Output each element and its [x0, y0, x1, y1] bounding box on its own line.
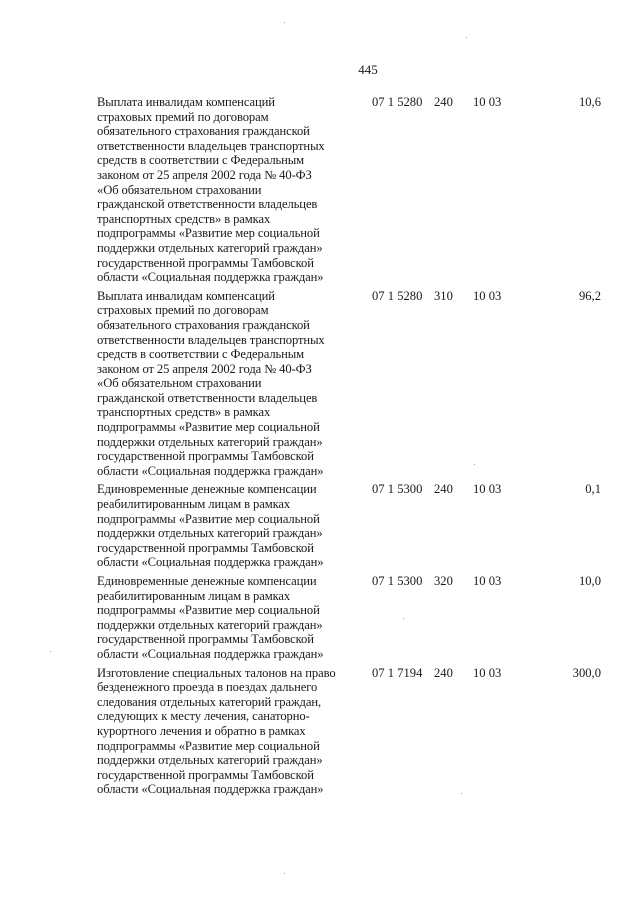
description-line: области «Социальная поддержка граждан» [97, 463, 324, 478]
table-row [97, 666, 607, 797]
amount-value: 96,2 [578, 288, 601, 303]
description-line: следования отдельных категорий граждан, [97, 694, 322, 709]
description-line: государственной программы Тамбовской [97, 540, 314, 555]
description-line: подпрограммы «Развитие мер социальной [97, 226, 320, 241]
description-line: реабилитированным лицам в рамках [97, 497, 291, 512]
description-line: законом от 25 апреля 2002 года № 40-ФЗ [97, 167, 312, 182]
description-line: реабилитированным лицам в рамках [97, 588, 291, 603]
scan-speck [284, 22, 285, 23]
budget-table [97, 95, 607, 801]
target-article-code: 07 1 5280 [372, 95, 423, 109]
expense-type-code: 310 [434, 288, 453, 303]
description-line: подпрограммы «Развитие мер социальной [97, 511, 320, 526]
description-line: транспортных средств» в рамках [97, 211, 271, 226]
description-line: Выплата инвалидам компенсаций [97, 288, 275, 303]
target-article-code: 07 1 7194 [372, 665, 423, 680]
description-line: ответственности владельцев транспортных [97, 332, 325, 347]
page-number: 445 [358, 62, 378, 77]
target-article-code: 07 1 5300 [372, 482, 423, 497]
scan-speck [50, 651, 51, 652]
description-line: государственной программы Тамбовской [97, 632, 314, 647]
row-description [97, 666, 349, 797]
expense-type-code: 240 [434, 665, 453, 680]
amount-value: 300,0 [572, 665, 601, 680]
description-line: средств в соответствии с Федеральным [97, 153, 305, 168]
expense-type-code: 320 [434, 574, 453, 588]
description-line: государственной программы Тамбовской [97, 767, 314, 782]
expense-type-code: 240 [434, 95, 453, 109]
scan-speck [474, 464, 475, 465]
table-row [97, 574, 607, 662]
description-line: поддержки отдельных категорий граждан» [97, 526, 323, 541]
target-article-code: 07 1 5280 [372, 288, 423, 303]
expense-type-code: 240 [434, 482, 453, 497]
description-line: средств в соответствии с Федеральным [97, 347, 305, 362]
scan-speck [466, 37, 467, 38]
target-article-code: 07 1 5300 [372, 574, 423, 588]
amount-value: 0,1 [585, 482, 601, 497]
description-line: Изготовление специальных талонов на право [97, 665, 336, 680]
description-line: поддержки отдельных категорий граждан» [97, 753, 323, 768]
description-line: поддержки отдельных категорий граждан» [97, 240, 323, 255]
description-line: подпрограммы «Развитие мер социальной [97, 420, 320, 435]
description-line: безденежного проезда в поездах дальнего [97, 680, 318, 695]
description-line: области «Социальная поддержка граждан» [97, 270, 324, 285]
description-line: курортного лечения и обратно в рамках [97, 723, 306, 738]
row-description [97, 574, 349, 662]
section-code: 10 03 [473, 574, 502, 588]
table-row [97, 95, 607, 285]
description-line: Выплата инвалидам компенсаций [97, 95, 275, 109]
description-line: подпрограммы «Развитие мер социальной [97, 738, 320, 753]
scan-speck [403, 618, 404, 619]
description-line: «Об обязательном страховании [97, 182, 262, 197]
row-description [97, 95, 349, 285]
description-line: государственной программы Тамбовской [97, 449, 314, 464]
description-line: Единовременные денежные компенсации [97, 574, 317, 588]
table-row [97, 289, 607, 479]
description-line: «Об обязательном страховании [97, 376, 262, 391]
section-code: 10 03 [473, 288, 502, 303]
section-code: 10 03 [473, 665, 502, 680]
section-code: 10 03 [473, 95, 502, 109]
description-line: области «Социальная поддержка граждан» [97, 555, 324, 570]
section-code: 10 03 [473, 482, 502, 497]
description-line: области «Социальная поддержка граждан» [97, 782, 324, 797]
description-line: страховых премий по договорам [97, 303, 269, 318]
description-line: обязательного страхования гражданской [97, 124, 310, 139]
row-description [97, 289, 349, 479]
description-line: государственной программы Тамбовской [97, 255, 314, 270]
description-line: поддержки отдельных категорий граждан» [97, 617, 323, 632]
description-line: подпрограммы «Развитие мер социальной [97, 603, 320, 618]
description-line: Единовременные денежные компенсации [97, 482, 317, 497]
scan-speck [461, 793, 462, 794]
description-line: ответственности владельцев транспортных [97, 138, 325, 153]
description-line: гражданской ответственности владельцев [97, 197, 318, 212]
table-row [97, 482, 607, 570]
description-line: законом от 25 апреля 2002 года № 40-ФЗ [97, 361, 312, 376]
description-line: области «Социальная поддержка граждан» [97, 646, 324, 661]
description-line: транспортных средств» в рамках [97, 405, 271, 420]
amount-value: 10,0 [578, 574, 601, 588]
description-line: поддержки отдельных категорий граждан» [97, 434, 323, 449]
amount-value: 10,6 [578, 95, 601, 109]
scan-speck [284, 873, 285, 874]
description-line: обязательного страхования гражданской [97, 317, 310, 332]
description-line: страховых премий по договорам [97, 109, 269, 124]
row-description [97, 482, 349, 570]
description-line: гражданской ответственности владельцев [97, 390, 318, 405]
description-line: следующих к месту лечения, санаторно- [97, 709, 310, 724]
